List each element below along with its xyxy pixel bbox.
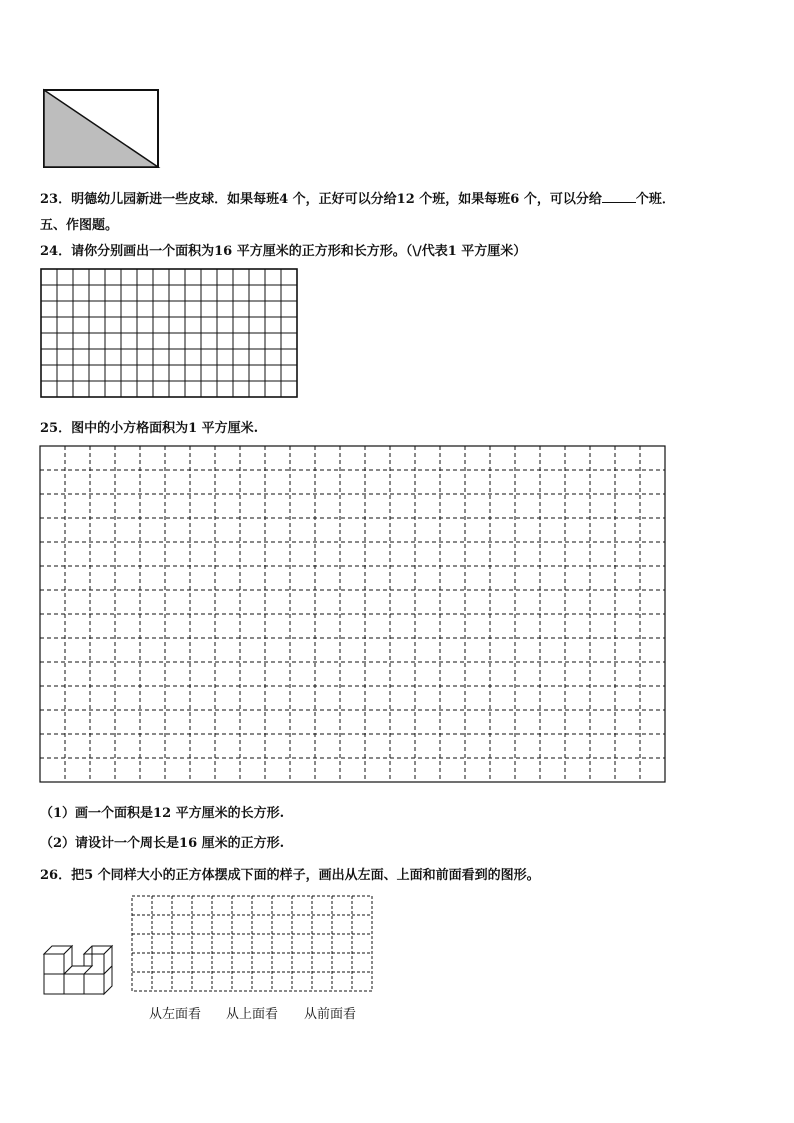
front-view-label: 从前面看	[304, 1007, 357, 1022]
question-number: 23．	[40, 192, 72, 207]
sub-question-1: （1）画一个面积是12 平方厘米的长方形.	[40, 806, 285, 821]
solid-square-grid[interactable]	[40, 268, 306, 402]
top-view-label: 从上面看	[226, 1007, 279, 1022]
question-26	[40, 864, 540, 883]
question-text: 请你分别画出一个面积为16 平方厘米的正方形和长方形。（\/代表1 平方厘米）	[71, 244, 527, 259]
dashed-square-grid[interactable]	[38, 444, 676, 790]
question-text: 图中的小方格面积为1 平方厘米.	[71, 421, 259, 436]
cube-arrangement-figure	[40, 938, 120, 1000]
question-23	[40, 188, 675, 207]
answer-blank[interactable]	[602, 190, 636, 203]
left-view-label: 从左面看	[149, 1007, 202, 1022]
question-25	[40, 417, 258, 436]
question-text-end: 个班．	[635, 192, 675, 207]
view-drawing-grid[interactable]	[130, 894, 382, 994]
question-number: 25．	[40, 421, 72, 436]
sub-question-2: （2）请设计一个周长是16 厘米的正方形.	[40, 836, 285, 851]
question-number: 26．	[40, 868, 72, 883]
shaded-triangle-figure	[42, 88, 162, 170]
question-text: 明德幼儿园新进一些皮球．如果每班4 个，正好可以分给12 个班，如果每班6 个，可以分给	[71, 192, 602, 207]
section-title: 五、作图题。	[40, 218, 119, 233]
question-24	[40, 240, 526, 259]
question-number: 24．	[40, 244, 72, 259]
question-text: 把5 个同样大小的正方体摆成下面的样子，画出从左面、上面和前面看到的图形。	[71, 868, 540, 883]
